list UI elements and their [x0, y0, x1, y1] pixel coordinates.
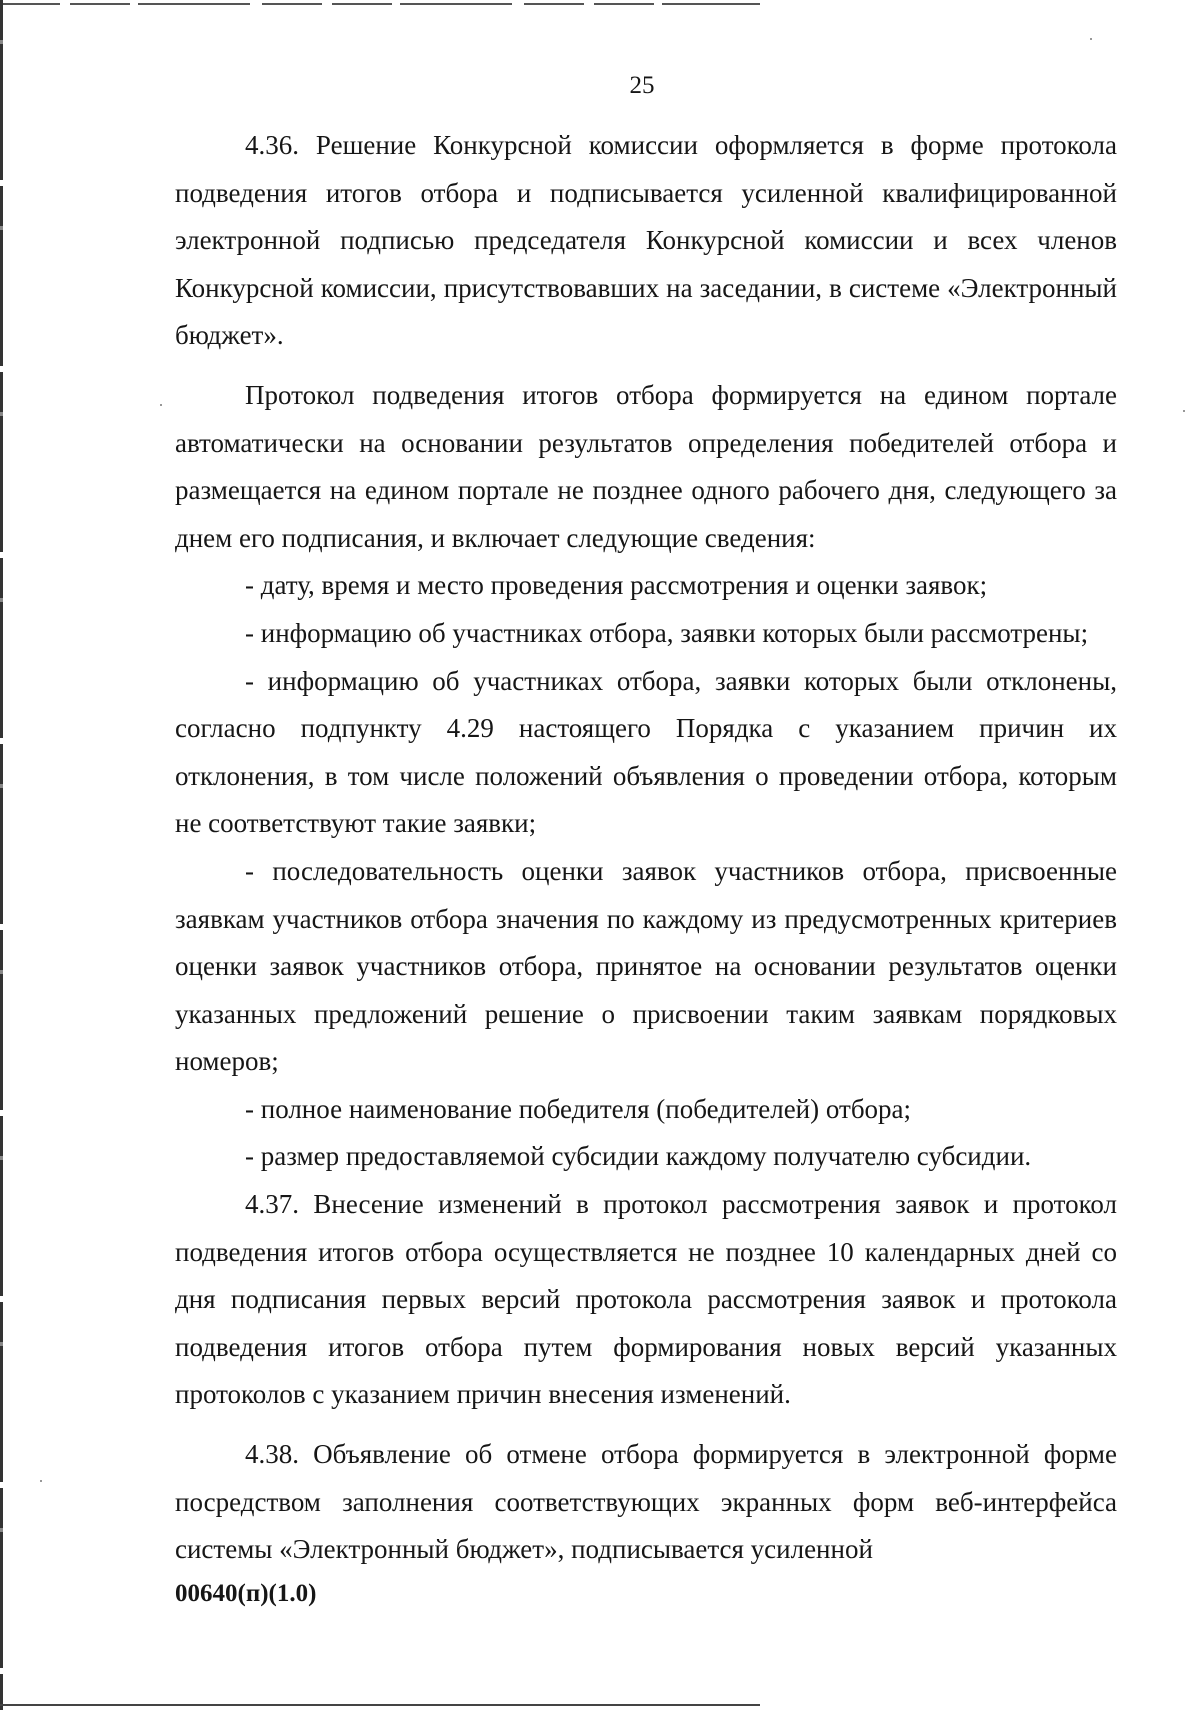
page-number: 25: [629, 72, 655, 99]
document-code: 00640(п)(1.0): [175, 1580, 317, 1607]
scan-speck: [1090, 38, 1092, 40]
list-item-date-time-place: - дату, время и место проведения рассмотрения и оценки заявок;: [245, 570, 988, 601]
scan-speck: [1183, 410, 1185, 412]
list-item-rejected-applicants: - информацию об участниках отбора, заявки которых были отклонены, согласно подпункту 4.29 настоящего Порядка с указанием причин их отклонения, в том числе положений объявления о проведении отбора, которым не соответствуют такие заявки;: [175, 665, 1117, 839]
list-item-evaluation-sequence: - последовательность оценки заявок участников отбора, присвоенные заявкам участников отбора значения по каждому из предусмотренных критериев оценки заявок участников отбора, принятое на основании результатов оценки указанных предложений решение о присвоении таким заявкам порядковых номеров;: [175, 855, 1117, 1077]
scan-speck: [160, 404, 162, 406]
document-body: [175, 122, 1117, 1574]
scan-edge-bottom: [0, 1704, 760, 1706]
list-item-reviewed-applicants: - информацию об участниках отбора, заявки которых были рассмотрены;: [245, 617, 1089, 648]
scan-edge-top: [0, 3, 760, 5]
list-item-subsidy-amount: - размер предоставляемой субсидии каждому получателю субсидии.: [245, 1141, 1032, 1172]
paragraph-4-37: 4.37. Внесение изменений в протокол рассмотрения заявок и протокол подведения итогов отбора осуществляется не позднее 10 календарных дней со дня подписания первых версий протокола рассмотрения заявок и протокола подведения итогов отбора путем формирования новых версий указанных протоколов с указанием причин внесения изменений.: [175, 1189, 1117, 1410]
scan-speck: [40, 1480, 42, 1482]
scan-edge-left: [0, 0, 3, 1710]
paragraph-4-38: 4.38. Объявление об отмене отбора формируется в электронной форме посредством заполнения соответствующих экранных форм веб-интерфейса системы «Электронный бюджет», подписывается усиленной: [175, 1439, 1117, 1565]
list-item-winner-name: - полное наименование победителя (победителей) отбора;: [245, 1093, 912, 1124]
paragraph-4-36: 4.36. Решение Конкурсной комиссии оформляется в форме протокола подведения итогов отбора и подписывается усиленной квалифицированной электронной подписью председателя Конкурсной комиссии и всех членов Конкурсной комиссии, присутствовавших на заседании, в системе «Электронный бюджет».: [175, 130, 1117, 351]
paragraph-protocol-summary: Протокол подведения итогов отбора формируется на едином портале автоматически на основании результатов определения победителей отбора и размещается на едином портале не позднее одного рабочего дня, следующего за днем его подписания, и включает следующие сведения:: [175, 379, 1117, 553]
